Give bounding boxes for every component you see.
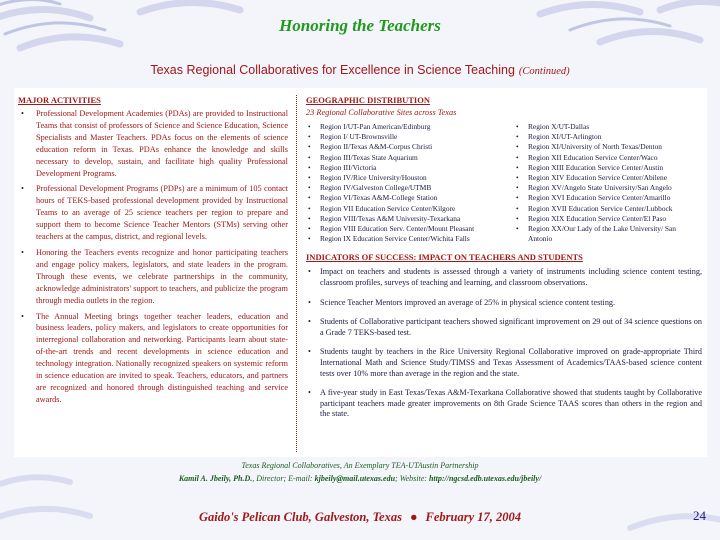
activity-text: Honoring the Teachers events recognize and honor participating teachers and engage policy makers, legislators, and state leaders in the program. Through these events, we celebrate partnerships in the community, acknowledge administrators' support to teachers, and publicize the program through media outlets in the region. xyxy=(36,247,288,305)
regions-column-1 xyxy=(306,122,514,244)
slide-subtitle xyxy=(0,63,720,77)
activity-text: The Annual Meeting brings together teacher leaders, education and business leaders, policy makers, and legislators to create opportunities for interregional collaboration and networking. Participants learn about state-of-the-art trends and recent developments in science education and technology integration. Nationally recognized speakers on systemic reform in science education are invited to speak. Teachers, educators, and partners are recognized and honored through distinguished teaching and service awards. xyxy=(36,311,288,404)
region-item: • Region XVII Education Service Center/Lubbock xyxy=(514,204,700,214)
event-date: February 17, 2004 xyxy=(425,510,522,524)
region-item: • Region II/Texas A&M-Corpus Christi xyxy=(306,142,514,152)
region-item: • Region X/UT-Dallas xyxy=(514,122,700,132)
director-name: Kamil A. Jbeily, Ph.D. xyxy=(178,474,253,483)
geographic-subheading: 23 Regional Collaborative Sites across Texas xyxy=(306,108,457,117)
region-item: • Region III/Victoria xyxy=(306,163,514,173)
region-item: • Region XI/University of North Texas/Denton xyxy=(514,142,700,152)
activity-text: Professional Development Programs (PDPs) are a minimum of 105 contact hours of TEKS-based professional development provided by Instructional Teams to an average of 25 science teachers per region to prepare and support them to become Science Teacher Mentors (STMs) serving other teachers at the campus, district, and regional levels. xyxy=(36,184,288,242)
indicator-item: • Students taught by teachers in the Rice University Regional Collaborative improved on grade-appropriate Third International Math and Science Study/TIMSS and Texas Assessment of Academics/TAAS-based science content tests over 10% more than average in the region and the state. xyxy=(306,347,702,379)
website-link[interactable]: http://ngcsd.edb.utexas.edu/jbeily/ xyxy=(428,474,542,483)
region-item: • Region VII Education Service Center/Kilgore xyxy=(306,204,514,214)
subtitle-main: Texas Regional Collaboratives for Excellence in Science Teaching xyxy=(150,63,515,77)
region-item: • Region IV/Galveston College/UTMB xyxy=(306,183,514,193)
region-item: • Region VIII Education Serv. Center/Mount Pleasant xyxy=(306,224,514,234)
major-activities-list xyxy=(18,108,288,406)
partnership-line: Texas Regional Collaboratives, An Exemplary TEA-UTAustin Partnership xyxy=(241,461,479,470)
geographic-heading: GEOGRAPHIC DISTRIBUTION xyxy=(306,95,430,105)
region-item: • Region I/UT-Pan American/Edinburg xyxy=(306,122,514,132)
region-item: • Region VIII/Texas A&M University-Texarkana xyxy=(306,214,514,224)
region-item: • Region XI/UT-Arlington xyxy=(514,132,700,142)
region-item: • Region III/Texas State Aquarium xyxy=(306,153,514,163)
indicator-item: • Science Teacher Mentors improved an average of 25% in physical science content testing. xyxy=(306,298,702,309)
region-item: • Region XVI Education Service Center/Amarillo xyxy=(514,193,700,203)
column-divider xyxy=(296,95,297,452)
region-item: • Region IV/Rice University/Houston xyxy=(306,173,514,183)
bullet-separator-icon: ● xyxy=(409,510,418,524)
director-title: , Director; E-mail: xyxy=(252,474,315,483)
region-item: • Region XV/Angelo State University/San Angelo xyxy=(514,183,700,193)
major-activities-heading: MAJOR ACTIVITIES xyxy=(18,95,101,105)
event-location: Gaido's Pelican Club, Galveston, Texas xyxy=(198,510,402,524)
region-item: • Region XIV Education Service Center/Abilene xyxy=(514,173,700,183)
activity-text: Professional Development Academies (PDAs) are provided to Instructional Teams that consist of professors of Science and Science Education, Science Specialists and Master Teachers. PDAs focus on the elements of science education reform in Texas. PDAs enhance the knowledge and skills necessary to develop, sustain, and facilitate high quality Professional Development Programs. xyxy=(36,109,288,178)
region-item: • Region XIX Education Service Center/El Paso xyxy=(514,214,700,224)
major-activities-section xyxy=(18,95,288,410)
page-number: 24 xyxy=(693,508,706,523)
region-item: • Region I/ UT-Brownsville xyxy=(306,132,514,142)
list-item xyxy=(18,247,288,307)
indicator-item: • Impact on teachers and students is assessed through a variety of instruments including science content testing, classroom profiles, surveys of teaching and learning, and classroom observations. xyxy=(306,267,702,288)
slide-title: Honoring the Teachers xyxy=(279,16,441,35)
region-item: • Region XX/Our Lady of the Lake University/ San Antonio xyxy=(514,224,700,244)
list-item xyxy=(18,311,288,406)
region-item: • Region IX Education Service Center/Wichita Falls xyxy=(306,234,514,244)
right-column xyxy=(306,95,702,429)
region-item: • Region XIII Education Service Center/Austin xyxy=(514,163,700,173)
contact-line xyxy=(0,474,720,483)
region-item: • Region VI/Texas A&M-College Station xyxy=(306,193,514,203)
email-link[interactable]: kjbeily@mail.utexas.edu xyxy=(314,474,396,483)
regions-list xyxy=(306,122,702,244)
event-line xyxy=(0,510,720,525)
subtitle-continued: (Continued) xyxy=(518,66,570,77)
regions-column-2 xyxy=(514,122,700,244)
website-label: ; Website: xyxy=(395,474,429,483)
indicator-item: • Students of Collaborative participant teachers showed significant improvement on 29 out of 34 science questions on a Grade 7 TEKS-based test. xyxy=(306,317,702,338)
list-item xyxy=(18,183,288,243)
indicator-item: • A five-year study in East Texas/Texas A&M-Texarkana Collaborative showed that students taught by Collaborative participant teachers made greater improvements on 8th Grade Science TAAS scores than others in the region and the state. xyxy=(306,388,702,420)
indicators-list xyxy=(306,267,702,420)
region-item: • Region XII Education Service Center/Waco xyxy=(514,153,700,163)
indicators-heading: INDICATORS OF SUCCESS: IMPACT ON TEACHERS AND STUDENTS xyxy=(306,252,583,263)
list-item xyxy=(18,108,288,179)
